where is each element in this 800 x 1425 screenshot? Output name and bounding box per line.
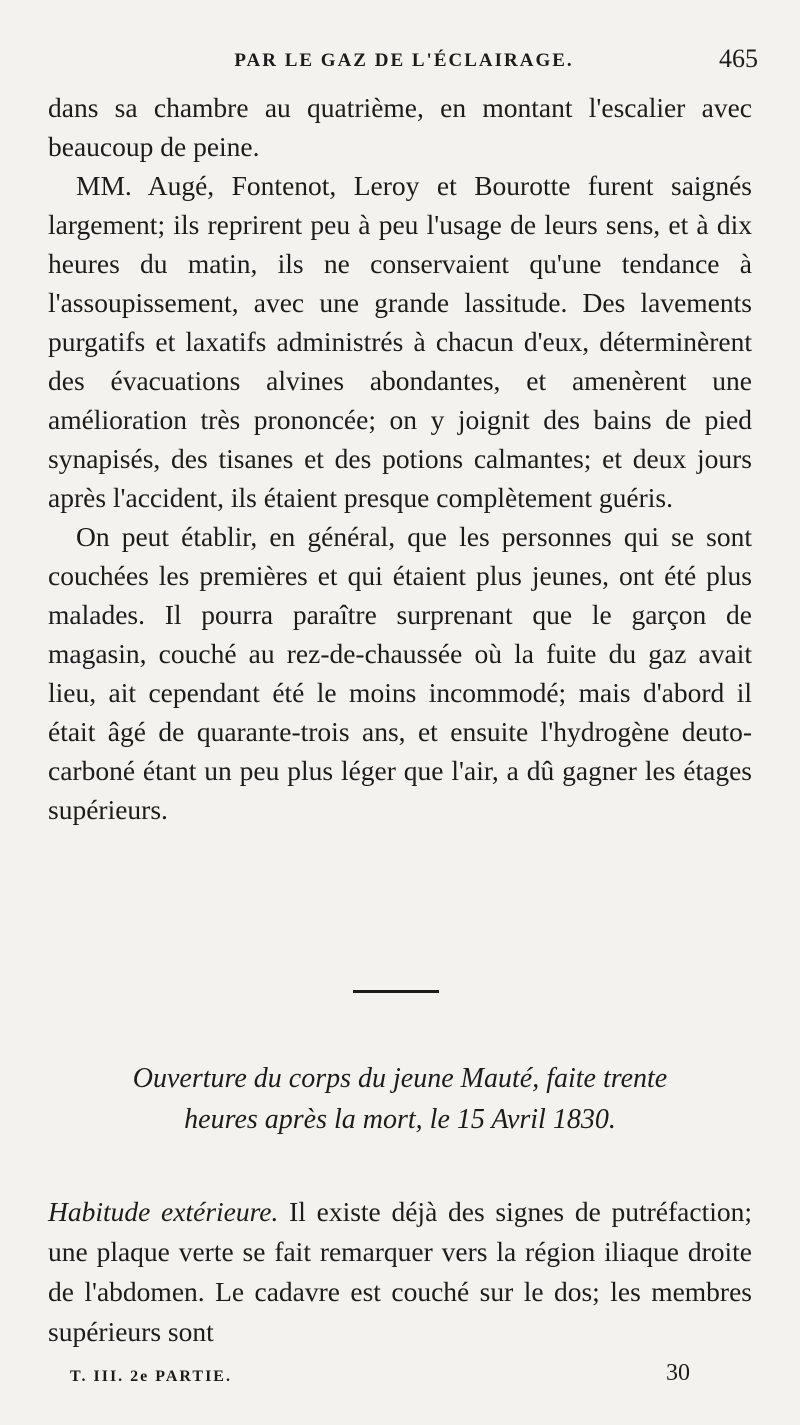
paragraph-treatment: MM. Augé, Fontenot, Leroy et Bourotte furent saignés largement; ils reprirent peu à peu l'usage de leurs sens, et à dix heures du matin, ils ne conservaient qu'une tendance à l'assoupissement, avec une grande lassitude. Des lavements purgatifs et laxatifs administrés à chacun d'eux, déterminèrent des évacuations alvines abondantes, et amenèrent une amélioration très prononcée; on y joignit des bains de pied synapisés, des tisanes et des potions calmantes; et deux jours après l'accident, ils étaient presque complètement guéris.	[48, 170, 752, 513]
paragraph-continuation: dans sa chambre au quatrième, en montant l'escalier avec beaucoup de peine.	[48, 92, 752, 162]
section-divider	[353, 990, 439, 993]
section-heading-line-1: Ouverture du corps du jeune Mauté, faite trente	[132, 1063, 668, 1094]
signature-mark: 30	[666, 1360, 690, 1386]
section-label: Habitude extérieure.	[48, 1196, 279, 1227]
section-text	[48, 1192, 752, 1352]
section-heading	[48, 1058, 752, 1140]
section-heading-line-2: heures après la mort, le 15 Avril 1830.	[184, 1104, 616, 1135]
page-number: 465	[719, 44, 758, 73]
printer-signature: T. III. 2e PARTIE.	[70, 1368, 232, 1385]
body-text	[48, 88, 752, 829]
running-title: PAR LE GAZ DE L'ÉCLAIRAGE.	[234, 50, 574, 71]
paragraph-observation: On peut établir, en général, que les personnes qui se sont couchées les premières et qui étaient plus jeunes, ont été plus malades. Il pourra paraître surprenant que le garçon de magasin, couché au rez-de-chaussée où la fuite du gaz avait lieu, ait cependant été le moins incommodé; mais d'abord il était âgé de quarante-trois ans, et ensuite l'hydrogène deuto-carboné étant un peu plus léger que l'air, a dû gagner les étages supérieurs.	[48, 521, 752, 825]
page-footer	[70, 1360, 690, 1400]
section-body: Il existe déjà des signes de putréfaction; une plaque verte se fait remarquer vers la région iliaque droite de l'abdomen. Le cadavre est couché sur le dos; les membres supérieurs sont	[48, 1196, 753, 1347]
running-head	[50, 40, 758, 80]
